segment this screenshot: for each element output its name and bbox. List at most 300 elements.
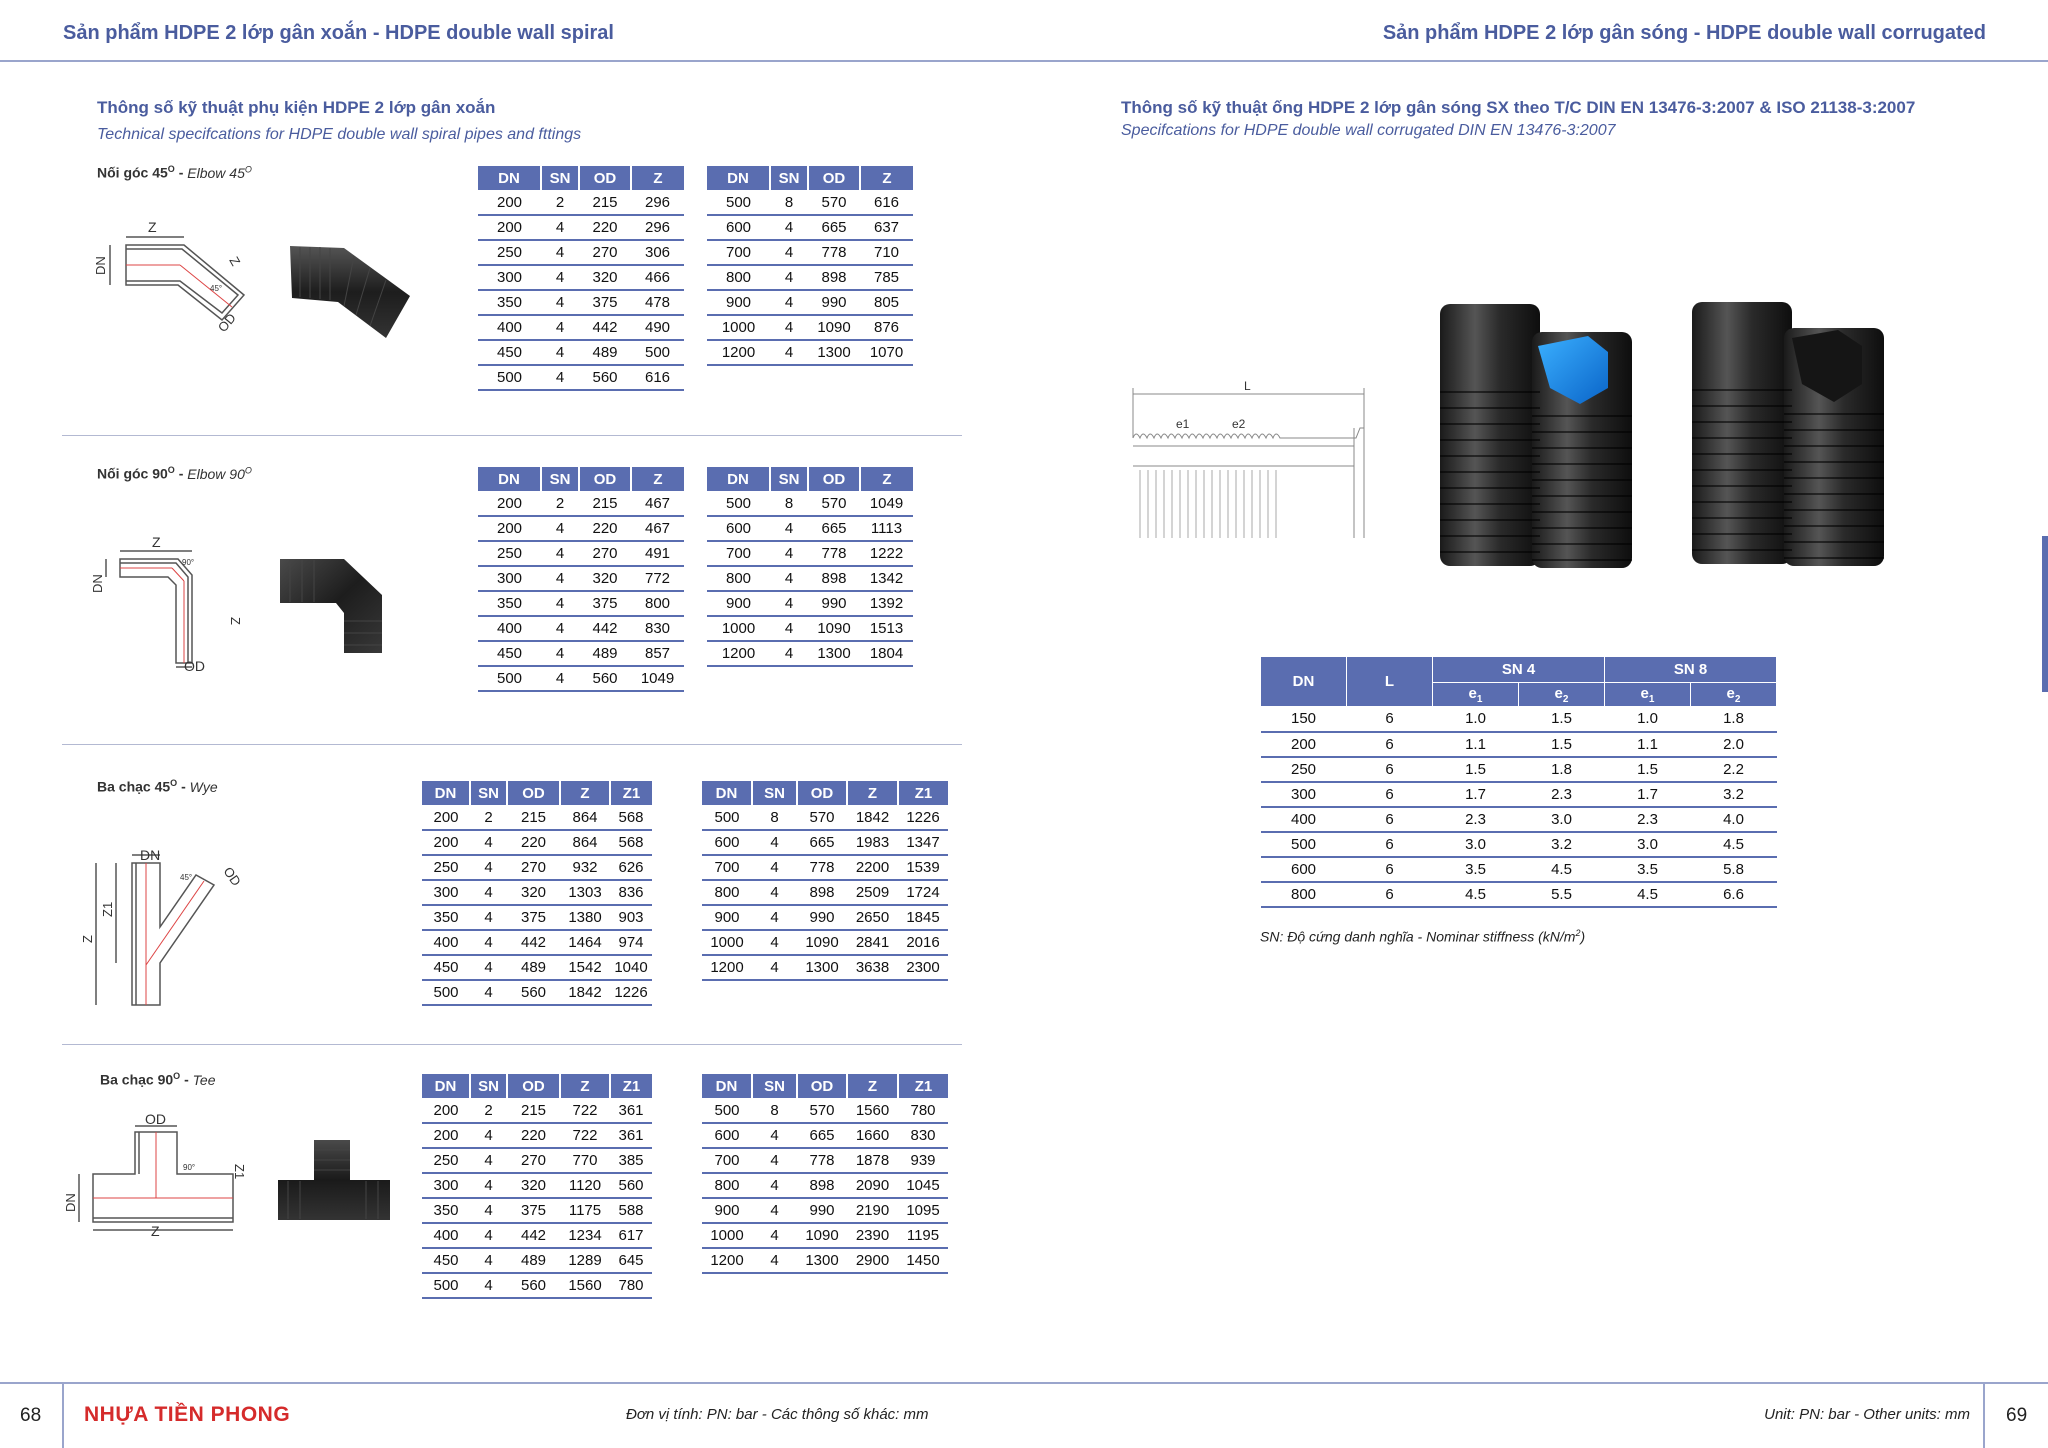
table-cell: 215 (507, 805, 560, 830)
table-cell: 1724 (898, 880, 948, 905)
table-row (702, 1123, 948, 1148)
table-cell: 600 (707, 516, 770, 541)
table-cell: 2509 (847, 880, 898, 905)
table-row (478, 566, 684, 591)
table-cell: 220 (579, 516, 631, 541)
table-cell: 4 (752, 1223, 797, 1248)
table-cell: 8 (752, 805, 797, 830)
diagram-label: 45° (180, 873, 193, 882)
table-cell: 700 (707, 541, 770, 566)
table-cell: 1.8 (1691, 707, 1777, 732)
table-cell: 270 (507, 1148, 560, 1173)
table-cell: 270 (507, 855, 560, 880)
table-row (707, 541, 913, 566)
table-cell: 250 (422, 855, 470, 880)
table-cell: 1000 (707, 616, 770, 641)
table-cell: 4.5 (1691, 832, 1777, 857)
unit-note-vi: Đơn vị tính: PN: bar - Các thông số khác: mm (626, 1406, 929, 1423)
table-cell: 1.8 (1519, 757, 1605, 782)
table-cell: 489 (507, 1248, 560, 1273)
table-cell: 665 (808, 215, 860, 240)
table-cell: 722 (560, 1123, 610, 1148)
table-cell: 780 (898, 1098, 948, 1123)
table-cell: 4 (470, 1148, 507, 1173)
header-left-title: Sản phẩm HDPE 2 lớp gân xoắn - HDPE double wall spiral (63, 22, 614, 44)
table-cell: 1392 (860, 591, 913, 616)
table-cell: 710 (860, 240, 913, 265)
diagram-label: e1 (1176, 417, 1190, 431)
diagram-label: Z (80, 935, 95, 943)
wye-diagram (80, 845, 255, 1010)
table-cell: 500 (478, 666, 541, 691)
left-section-subtitle: Technical specifcations for HDPE double wall spiral pipes and fttings (97, 126, 582, 143)
table-row (422, 880, 652, 905)
wye-table-right: DN SN OD Z Z1 500 8 570 1842 1226 600 4 665 1983 1347 700 4 778 2200 1539 800 4 898 2509 1724 900 4 990 2650 1845 1000 4 1090 2841 2016 1200 4 1300 3638 2300 (702, 781, 948, 981)
table-row (707, 340, 913, 365)
table-row (707, 616, 913, 641)
table-cell: 400 (1261, 807, 1347, 832)
table-row (478, 340, 684, 365)
table-cell: 4.5 (1519, 857, 1605, 882)
table-cell: 1.5 (1605, 757, 1691, 782)
table-cell: 864 (560, 805, 610, 830)
table-cell: 400 (422, 1223, 470, 1248)
table-cell: 1040 (610, 955, 652, 980)
table-cell: 1226 (610, 980, 652, 1005)
tee-photo (274, 1138, 394, 1224)
table-cell: 4 (752, 830, 797, 855)
table-cell: 3.2 (1691, 782, 1777, 807)
table-row (707, 516, 913, 541)
table-cell: 4 (541, 616, 579, 641)
table-cell: 770 (560, 1148, 610, 1173)
diagram-label: 90° (182, 558, 195, 567)
diagram-label: e2 (1232, 417, 1246, 431)
table-cell: 4 (752, 1198, 797, 1223)
table-cell: 2.0 (1691, 732, 1777, 757)
table-cell: 1113 (860, 516, 913, 541)
table-row (702, 1198, 948, 1223)
table-cell: 772 (631, 566, 684, 591)
table-cell: 560 (579, 666, 631, 691)
diagram-label: 90° (183, 1163, 196, 1172)
table-cell: 1660 (847, 1123, 898, 1148)
diagram-label: DN (93, 256, 108, 275)
elbow45-table-right: DN SN OD Z 500 8 570 616 600 4 665 637 700 4 778 710 800 4 898 785 900 4 990 805 1000 4 1090 876 1200 4 1300 1070 (707, 166, 913, 366)
table-cell: 220 (579, 215, 631, 240)
table-cell: 1049 (860, 491, 913, 516)
table-cell: 1.5 (1519, 732, 1605, 757)
table-cell: 800 (702, 880, 752, 905)
table-cell: 350 (422, 1198, 470, 1223)
table-cell: 2 (541, 190, 579, 215)
table-cell: 4.5 (1433, 882, 1519, 907)
table-cell: 4 (770, 591, 808, 616)
fitting-label-elbow45: Nối góc $45^O$ - Elbow $45^O$ (97, 164, 252, 181)
table-cell: 1560 (560, 1273, 610, 1298)
table-cell: 570 (808, 190, 860, 215)
header-right-title: Sản phẩm HDPE 2 lớp gân sóng - HDPE double wall corrugated (1382, 22, 1986, 44)
elbow90-table-right: DN SN OD Z 500 8 570 1049 600 4 665 1113 700 4 778 1222 800 4 898 1342 900 4 990 1392 1000 4 1090 1513 1200 4 1300 1804 (707, 467, 913, 667)
table-cell: 570 (808, 491, 860, 516)
table-cell: 3.2 (1519, 832, 1605, 857)
table-cell: 800 (631, 591, 684, 616)
table-cell: 990 (808, 290, 860, 315)
table-cell: 3.0 (1519, 807, 1605, 832)
table-row (422, 955, 652, 980)
table-cell: 4 (470, 980, 507, 1005)
table-cell: 1539 (898, 855, 948, 880)
table-cell: 778 (797, 1148, 847, 1173)
table-cell: 3.0 (1433, 832, 1519, 857)
table-cell: 700 (702, 1148, 752, 1173)
fitting-label-wye: Ba chạc $45^O$ - Wye (97, 778, 218, 795)
table-cell: 500 (631, 340, 684, 365)
table-cell: 1120 (560, 1173, 610, 1198)
table-cell: 215 (579, 491, 631, 516)
table-cell: 4 (770, 340, 808, 365)
table-cell: 200 (478, 516, 541, 541)
table-cell: 4 (541, 566, 579, 591)
table-cell: 350 (478, 591, 541, 616)
table-cell: 270 (579, 541, 631, 566)
table-cell: 626 (610, 855, 652, 880)
table-cell: 296 (631, 190, 684, 215)
table-cell: 8 (770, 190, 808, 215)
table-cell: 990 (808, 591, 860, 616)
table-row (702, 930, 948, 955)
diagram-label: Z (148, 219, 157, 235)
table-cell: 903 (610, 905, 652, 930)
table-cell: 616 (631, 365, 684, 390)
table-cell: 4 (541, 290, 579, 315)
elbow45-diagram (92, 215, 262, 345)
table-cell: 570 (797, 805, 847, 830)
table-cell: 1878 (847, 1148, 898, 1173)
table-row (702, 830, 948, 855)
wye-table-left: DN SN OD Z Z1 200 2 215 864 568 200 4 220 864 568 250 4 270 932 626 300 4 320 1303 836 350 4 375 1380 903 400 4 442 1464 974 450 4 489 1542 1040 500 4 560 1842 1226 (422, 781, 652, 1006)
table-cell: 400 (478, 315, 541, 340)
diagram-label: Z1 (100, 901, 115, 917)
table-row (1261, 757, 1777, 782)
table-cell: 375 (579, 290, 631, 315)
table-cell: 785 (860, 265, 913, 290)
table-cell: 1300 (797, 1248, 847, 1273)
table-cell: 450 (478, 641, 541, 666)
table-cell: 974 (610, 930, 652, 955)
table-cell: 4 (770, 516, 808, 541)
table-cell: 1090 (797, 1223, 847, 1248)
table-row (702, 1223, 948, 1248)
table-cell: 500 (422, 1273, 470, 1298)
table-cell: 500 (478, 365, 541, 390)
table-row (478, 265, 684, 290)
table-cell: 898 (808, 265, 860, 290)
table-cell: 4 (752, 905, 797, 930)
table-cell: 800 (1261, 882, 1347, 907)
table-cell: 5.5 (1519, 882, 1605, 907)
table-cell: 467 (631, 516, 684, 541)
sn-note: SN: Độ cứng danh nghĩa - Nominar stiffness $(kN/m^2)$ (1260, 928, 1586, 945)
table-row (422, 1098, 652, 1123)
table-row (707, 641, 913, 666)
table-cell: 4 (470, 1198, 507, 1223)
table-cell: 560 (579, 365, 631, 390)
table-cell: 450 (422, 955, 470, 980)
table-row (707, 290, 913, 315)
table-cell: 3.5 (1433, 857, 1519, 882)
table-cell: 1842 (847, 805, 898, 830)
table-row (422, 1248, 652, 1273)
table-cell: 4 (752, 855, 797, 880)
table-cell: 2 (470, 805, 507, 830)
table-cell: 300 (478, 265, 541, 290)
elbow90-diagram (92, 533, 262, 678)
table-row (478, 641, 684, 666)
table-cell: 800 (702, 1173, 752, 1198)
table-cell: 478 (631, 290, 684, 315)
table-cell: 4 (470, 955, 507, 980)
table-cell: 1000 (702, 1223, 752, 1248)
table-cell: 898 (797, 880, 847, 905)
table-row (1261, 832, 1777, 857)
corrugated-spec-table (1260, 656, 1777, 908)
col-sn4-e2: $e_2$ (1519, 683, 1605, 707)
table-cell: 220 (507, 1123, 560, 1148)
table-cell: 220 (507, 830, 560, 855)
table-cell: 320 (507, 1173, 560, 1198)
table-cell: 4 (541, 591, 579, 616)
table-cell: 2090 (847, 1173, 898, 1198)
table-cell: 1090 (808, 616, 860, 641)
table-cell: 4 (770, 290, 808, 315)
table-row (422, 1123, 652, 1148)
table-cell: 320 (507, 880, 560, 905)
table-row (707, 190, 913, 215)
table-cell: 300 (478, 566, 541, 591)
table-cell: 442 (579, 315, 631, 340)
table-cell: 270 (579, 240, 631, 265)
table-cell: 1000 (707, 315, 770, 340)
table-row (478, 541, 684, 566)
table-cell: 400 (478, 616, 541, 641)
diagram-label: L (1244, 379, 1251, 393)
table-cell: 350 (478, 290, 541, 315)
table-cell: 200 (422, 1098, 470, 1123)
table-cell: 5.8 (1691, 857, 1777, 882)
table-row (1261, 782, 1777, 807)
table-row (1261, 882, 1777, 907)
table-cell: 4 (752, 955, 797, 980)
table-row (1261, 707, 1777, 732)
table-cell: 857 (631, 641, 684, 666)
table-cell: 4 (752, 1248, 797, 1273)
table-row (707, 315, 913, 340)
table-row (707, 265, 913, 290)
table-cell: 800 (707, 566, 770, 591)
table-cell: 2016 (898, 930, 948, 955)
table-cell: 4 (541, 315, 579, 340)
table-cell: 780 (610, 1273, 652, 1298)
table-cell: 4 (770, 240, 808, 265)
corrugated-pipe-diagram (1128, 378, 1378, 548)
table-cell: 400 (422, 930, 470, 955)
table-cell: 990 (797, 1198, 847, 1223)
table-cell: 4 (770, 641, 808, 666)
table-cell: 150 (1261, 707, 1347, 732)
table-cell: 500 (707, 491, 770, 516)
table-cell: 864 (560, 830, 610, 855)
table-cell: 900 (707, 290, 770, 315)
table-row (702, 905, 948, 930)
table-cell: 1200 (702, 1248, 752, 1273)
table-cell: 617 (610, 1223, 652, 1248)
left-section-title: Thông số kỹ thuật phụ kiện HDPE 2 lớp gân xoắn (97, 98, 496, 117)
table-cell: 1450 (898, 1248, 948, 1273)
table-row (478, 591, 684, 616)
table-cell: 939 (898, 1148, 948, 1173)
table-cell: 466 (631, 265, 684, 290)
fitting-label-tee: Ba chạc $90^O$ - Tee (100, 1071, 216, 1088)
table-cell: 600 (702, 830, 752, 855)
table-cell: 200 (422, 1123, 470, 1148)
table-cell: 500 (702, 1098, 752, 1123)
table-cell: 300 (1261, 782, 1347, 807)
table-cell: 4 (470, 1123, 507, 1148)
table-cell: 778 (808, 240, 860, 265)
table-cell: 1226 (898, 805, 948, 830)
table-cell: 4 (541, 215, 579, 240)
table-cell: 2.3 (1433, 807, 1519, 832)
table-cell: 830 (898, 1123, 948, 1148)
table-cell: 6 (1347, 882, 1433, 907)
table-cell: 442 (507, 1223, 560, 1248)
table-row (422, 1223, 652, 1248)
table-cell: 8 (770, 491, 808, 516)
table-cell: 1.7 (1433, 782, 1519, 807)
table-cell: 2200 (847, 855, 898, 880)
table-row (702, 1248, 948, 1273)
table-cell: 450 (478, 340, 541, 365)
fitting-label-elbow90: Nối góc $90^O$ - Elbow $90^O$ (97, 465, 252, 482)
table-cell: 200 (478, 215, 541, 240)
diagram-label: OD (214, 310, 239, 335)
table-cell: 560 (610, 1173, 652, 1198)
table-row (478, 666, 684, 691)
table-cell: 1342 (860, 566, 913, 591)
table-row (422, 805, 652, 830)
section-divider (62, 744, 962, 745)
table-cell: 900 (702, 905, 752, 930)
table-cell: 442 (507, 930, 560, 955)
table-cell: 1300 (797, 955, 847, 980)
table-cell: 4 (770, 215, 808, 240)
table-cell: 1.5 (1519, 707, 1605, 732)
table-cell: 4 (752, 880, 797, 905)
table-cell: 1.0 (1433, 707, 1519, 732)
col-sn8-e2: $e_2$ (1691, 683, 1777, 707)
table-cell: 2 (470, 1098, 507, 1123)
col-dn: DN (1261, 657, 1347, 707)
elbow90-table-left: DN SN OD Z 200 2 215 467 200 4 220 467 250 4 270 491 300 4 320 772 350 4 375 800 400 4 442 830 450 4 489 857 500 4 560 1049 (478, 467, 684, 692)
table-cell: 665 (808, 516, 860, 541)
table-cell: 1000 (702, 930, 752, 955)
table-cell: 4 (752, 1173, 797, 1198)
diagram-label: OD (145, 1111, 166, 1127)
table-cell: 4 (541, 265, 579, 290)
table-cell: 4 (752, 1148, 797, 1173)
table-cell: 932 (560, 855, 610, 880)
table-cell: 1200 (707, 340, 770, 365)
table-cell: 4 (770, 616, 808, 641)
table-cell: 4 (752, 930, 797, 955)
table-cell: 900 (702, 1198, 752, 1223)
table-cell: 8 (752, 1098, 797, 1123)
table-row (707, 240, 913, 265)
unit-note-en: Unit: PN: bar - Other units: mm (1764, 1406, 1970, 1423)
table-cell: 361 (610, 1098, 652, 1123)
table-row (478, 616, 684, 641)
col-l: L (1347, 657, 1433, 707)
table-cell: 645 (610, 1248, 652, 1273)
table-cell: 2.3 (1605, 807, 1691, 832)
table-cell: 6 (1347, 782, 1433, 807)
table-cell: 1049 (631, 666, 684, 691)
table-row (478, 190, 684, 215)
table-cell: 2900 (847, 1248, 898, 1273)
diagram-label: Z (228, 617, 243, 625)
table-cell: 6 (1347, 832, 1433, 857)
table-cell: 4 (470, 1223, 507, 1248)
table-cell: 3638 (847, 955, 898, 980)
tee-table-right: DN SN OD Z Z1 500 8 570 1560 780 600 4 665 1660 830 700 4 778 1878 939 800 4 898 2090 1045 900 4 990 2190 1095 1000 4 1090 2390 1195 1200 4 1300 2900 1450 (702, 1074, 948, 1274)
table-cell: 1.1 (1433, 732, 1519, 757)
table-cell: 1045 (898, 1173, 948, 1198)
table-cell: 560 (507, 1273, 560, 1298)
table-cell: 350 (422, 905, 470, 930)
table-cell: 500 (422, 980, 470, 1005)
table-cell: 700 (707, 240, 770, 265)
table-cell: 898 (797, 1173, 847, 1198)
table-cell: 6 (1347, 807, 1433, 832)
table-cell: 1347 (898, 830, 948, 855)
table-cell: 250 (422, 1148, 470, 1173)
table-cell: 2.3 (1519, 782, 1605, 807)
table-cell: 600 (707, 215, 770, 240)
col-sn4: SN 4 (1433, 657, 1605, 683)
table-cell: 1513 (860, 616, 913, 641)
table-row (702, 955, 948, 980)
table-cell: 1070 (860, 340, 913, 365)
table-cell: 1464 (560, 930, 610, 955)
table-row (702, 855, 948, 880)
table-cell: 1175 (560, 1198, 610, 1223)
table-cell: 2390 (847, 1223, 898, 1248)
table-cell: 489 (507, 955, 560, 980)
page-number-left: 68 (20, 1405, 42, 1426)
col-sn8: SN 8 (1605, 657, 1777, 683)
table-cell: 1095 (898, 1198, 948, 1223)
table-row (422, 1173, 652, 1198)
table-row (1261, 732, 1777, 757)
page-side-marker (2042, 536, 2048, 692)
table-cell: 300 (422, 880, 470, 905)
table-cell: 830 (631, 616, 684, 641)
table-cell: 1300 (808, 641, 860, 666)
table-row (478, 240, 684, 265)
table-cell: 215 (579, 190, 631, 215)
table-row (478, 365, 684, 390)
